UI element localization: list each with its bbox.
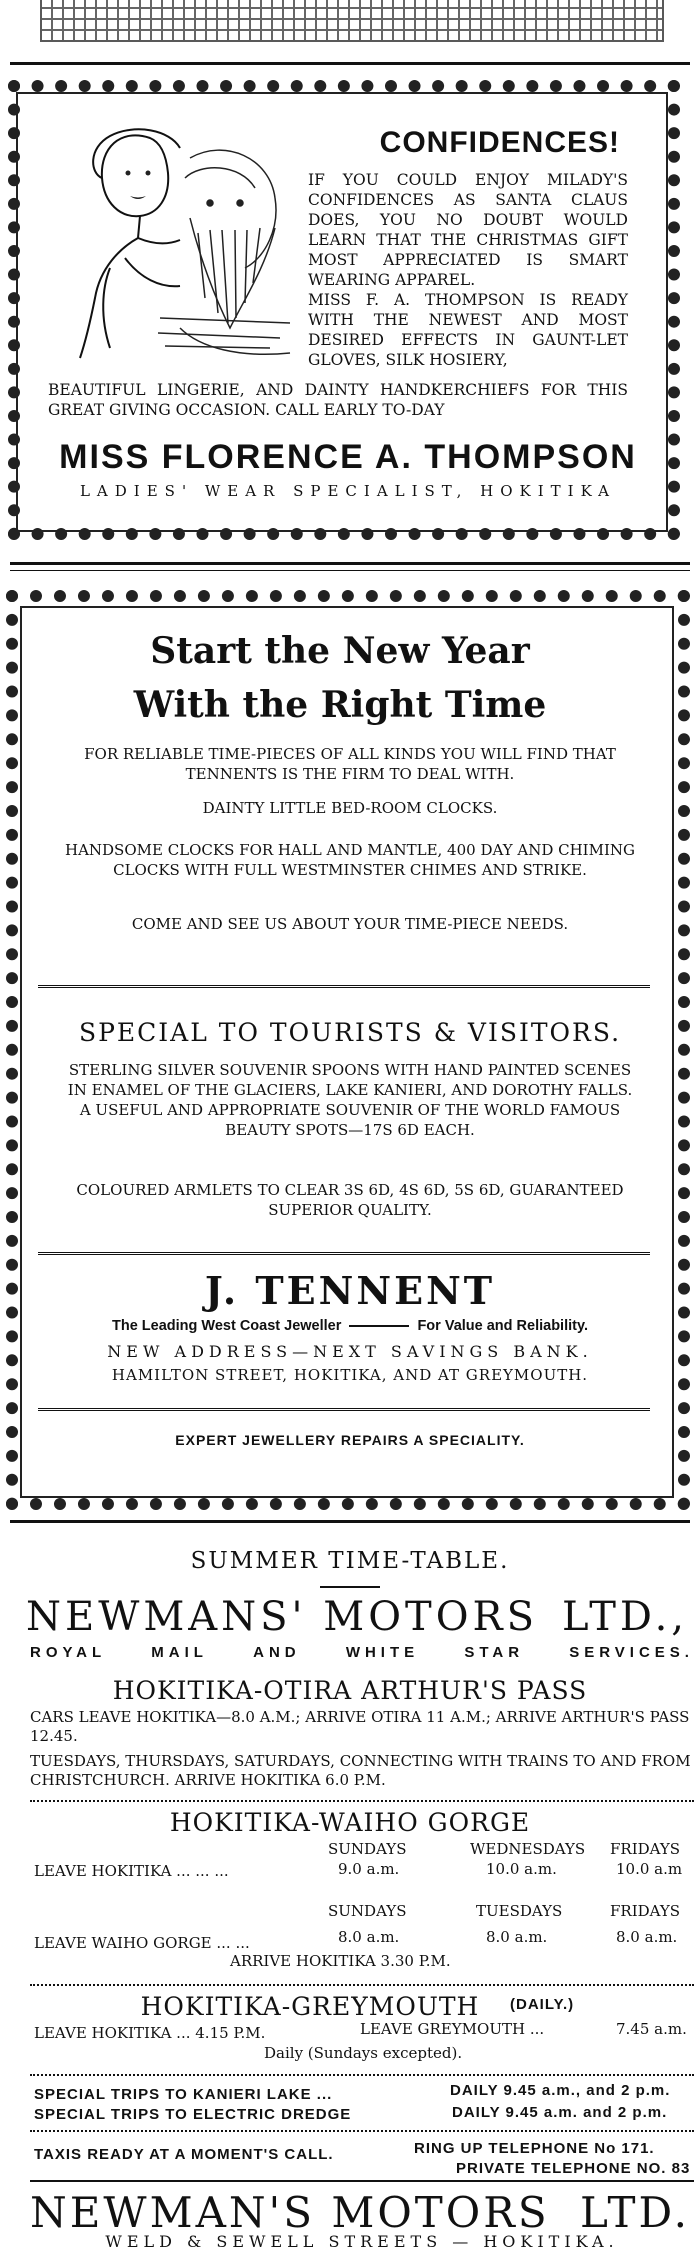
divider-rule (30, 2180, 694, 2182)
royal-word: ROYAL (30, 1644, 107, 1661)
route-title-waiho: HOKITIKA-WAIHO GORGE (169, 1808, 531, 1837)
time-cell: 9.0 a.m. (338, 1860, 400, 1878)
section-rule (38, 1252, 650, 1255)
dotted-rule (30, 1984, 694, 1986)
route-otira-line-2: TUESDAYS, THURSDAYS, SATURDAYS, CONNECTING WITH TRAINS TO AND FROM CHRISTCHURCH. ARRIVE HOKITIKA 6.0 P.M. (30, 1752, 691, 1789)
royal-word: WHITE (345, 1644, 420, 1661)
tennent-ad-frame (20, 606, 674, 1498)
day-header: SUNDAYS (328, 1840, 407, 1858)
newmans-address: WELD & SEWELL STREETS — HOKITIKA. (105, 2232, 619, 2251)
top-border-strip (40, 0, 664, 42)
bottom-company-ltd: LTD. (579, 2188, 690, 2237)
confidences-paragraph-2: MISS F. A. THOMPSON IS READY WITH THE NEWEST AND MOST DESIRED EFFECTS IN GAUNT-LET GLOVES, SILK HOSIERY, (308, 291, 628, 369)
tennent-paragraph: COME AND SEE US ABOUT YOUR TIME-PIECE NEEDS. (131, 915, 569, 933)
tennent-name: J. TENNENT (204, 1268, 496, 1313)
leave-label: LEAVE WAIHO GORGE ... ... (34, 1934, 250, 1952)
confidences-title: CONFIDENCES! (379, 126, 620, 159)
tennent-title-line-2: With the Right Time (133, 684, 547, 726)
jeweller-line (40, 1318, 660, 1334)
divider-rule (10, 562, 690, 565)
day-header: FRIDAYS (610, 1840, 681, 1858)
royal-word: STAR (464, 1644, 525, 1661)
confidences-paragraph-1: IF YOU COULD ENJOY MILADY'S CONFIDENCES AS SANTA CLAUS DOES, YOU NO DOUBT WOULD LEARN THAT THE CHRISTMAS GIFT MOST APPRECIATED IS SMART WEARING APPAREL. (308, 171, 628, 289)
ring-telephone: RING UP TELEPHONE No 171. (414, 2140, 655, 2157)
daily-note: Daily (Sundays excepted). (264, 2044, 463, 2062)
day-header: WEDNESDAYS (470, 1840, 586, 1858)
divider-rule (10, 1520, 690, 1523)
divider-rule (10, 570, 690, 571)
company-name: NEWMANS' MOTORS (26, 1594, 539, 1640)
day-header: SUNDAYS (328, 1902, 407, 1920)
day-header: FRIDAYS (610, 1902, 681, 1920)
newmans-bottom-title (30, 2188, 694, 2237)
jeweller-left: The Leading West Coast Jeweller (111, 1318, 342, 1334)
company-ltd: LTD., (561, 1594, 688, 1640)
special-trip-kanieri-times: DAILY 9.45 a.m., and 2 p.m. (450, 2082, 671, 2099)
dash-rule (320, 1586, 380, 1588)
tennent-paragraph: HANDSOME CLOCKS FOR HALL AND MANTLE, 400 DAY AND CHIMING CLOCKS WITH FULL WESTMINSTER CHIMES AND STRIKE. (64, 841, 635, 879)
leave-greymouth: LEAVE GREYMOUTH ... (360, 2020, 545, 2038)
route-title-otira: HOKITIKA-OTIRA ARTHUR'S PASS (112, 1676, 588, 1705)
special-trip-dredge-times: DAILY 9.45 a.m. and 2 p.m. (452, 2104, 668, 2121)
time-cell: 8.0 a.m. (616, 1928, 678, 1946)
route-otira-line-1: CARS LEAVE HOKITIKA—8.0 A.M.; ARRIVE OTIRA 11 A.M.; ARRIVE ARTHUR'S PASS 12.45. (30, 1708, 690, 1745)
section-rule (38, 1408, 650, 1411)
dotted-rule (30, 2074, 694, 2076)
thompson-subtitle: LADIES' WEAR SPECIALIST, HOKITIKA (79, 482, 617, 500)
armlets-paragraph: COLOURED ARMLETS TO CLEAR 3S 6D, 4S 6D, 5S 6D, GUARANTEED SUPERIOR QUALITY. (76, 1181, 624, 1219)
santa-and-lady-illustration (40, 118, 305, 373)
divider-rule (10, 62, 690, 65)
royal-word: MAIL (151, 1644, 208, 1661)
dash-rule (349, 1325, 409, 1327)
timetable-heading: SUMMER TIME-TABLE. (190, 1548, 510, 1574)
special-tourists-title: SPECIAL TO TOURISTS & VISITORS. (78, 1018, 622, 1047)
leave-hokitika: LEAVE HOKITIKA ... 4.15 P.M. (34, 2024, 266, 2042)
route-title-greymouth: HOKITIKA-GREYMOUTH (140, 1992, 480, 2021)
souvenir-spoons-paragraph: STERLING SILVER SOUVENIR SPOONS WITH HAND PAINTED SCENES IN ENAMEL OF THE GLACIERS, LAKE KANIERI, AND DOROTHY FALLS. A USEFUL AND APPROPRIATE SOUVENIR OF THE WORLD FAMOUS BEAUTY SPOTS—17S 6D EACH. (67, 1061, 633, 1139)
special-trip-dredge: SPECIAL TRIPS TO ELECTRIC DREDGE (34, 2106, 352, 2123)
time-cell: 10.0 a.m. (486, 1860, 557, 1878)
hamilton-address: HAMILTON STREET, HOKITIKA, AND AT GREYMOUTH. (111, 1366, 589, 1384)
dotted-rule (30, 1800, 694, 1802)
royal-mail-line (30, 1644, 694, 1661)
arrive-line: ARRIVE HOKITIKA 3.30 P.M. (230, 1952, 451, 1970)
daily-label: (DAILY.) (510, 1996, 575, 2013)
tennent-paragraph: DAINTY LITTLE BED-ROOM CLOCKS. (202, 799, 498, 817)
dotted-rule (30, 2130, 694, 2132)
tennent-title-line-1: Start the New Year (150, 630, 530, 672)
private-telephone: PRIVATE TELEPHONE NO. 83 (456, 2160, 691, 2177)
time-cell: 10.0 a.m (616, 1860, 683, 1878)
leave-label: LEAVE HOKITIKA ... ... ... (34, 1862, 229, 1880)
time-cell: 8.0 a.m. (338, 1928, 400, 1946)
expert-repairs: EXPERT JEWELLERY REPAIRS A SPECIALITY. (175, 1432, 525, 1448)
confidences-paragraph-3: BEAUTIFUL LINGERIE, AND DAINTY HANDKERCHIEFS FOR THIS GREAT GIVING OCCASION. CALL EARLY TO-DAY (48, 381, 628, 419)
section-rule (38, 985, 650, 988)
tennent-paragraph: FOR RELIABLE TIME-PIECES OF ALL KINDS YOU WILL FIND THAT TENNENTS IS THE FIRM TO DEAL WITH. (84, 745, 616, 783)
thompson-name: MISS FLORENCE A. THOMPSON (59, 438, 637, 476)
jeweller-right: For Value and Reliability. (417, 1318, 588, 1334)
greymouth-time: 7.45 a.m. (616, 2020, 687, 2038)
royal-word: SERVICES. (569, 1644, 694, 1661)
taxis-line: TAXIS READY AT A MOMENT'S CALL. (34, 2146, 334, 2163)
special-trip-kanieri: SPECIAL TRIPS TO KANIERI LAKE ... (34, 2086, 333, 2103)
royal-word: AND (253, 1644, 301, 1661)
time-cell: 8.0 a.m. (486, 1928, 548, 1946)
bottom-company-name: NEWMAN'S MOTORS (30, 2188, 550, 2237)
day-header: TUESDAYS (476, 1902, 563, 1920)
new-address: NEW ADDRESS—NEXT SAVINGS BANK. (107, 1342, 593, 1361)
newmans-motors-header (26, 1594, 694, 1640)
